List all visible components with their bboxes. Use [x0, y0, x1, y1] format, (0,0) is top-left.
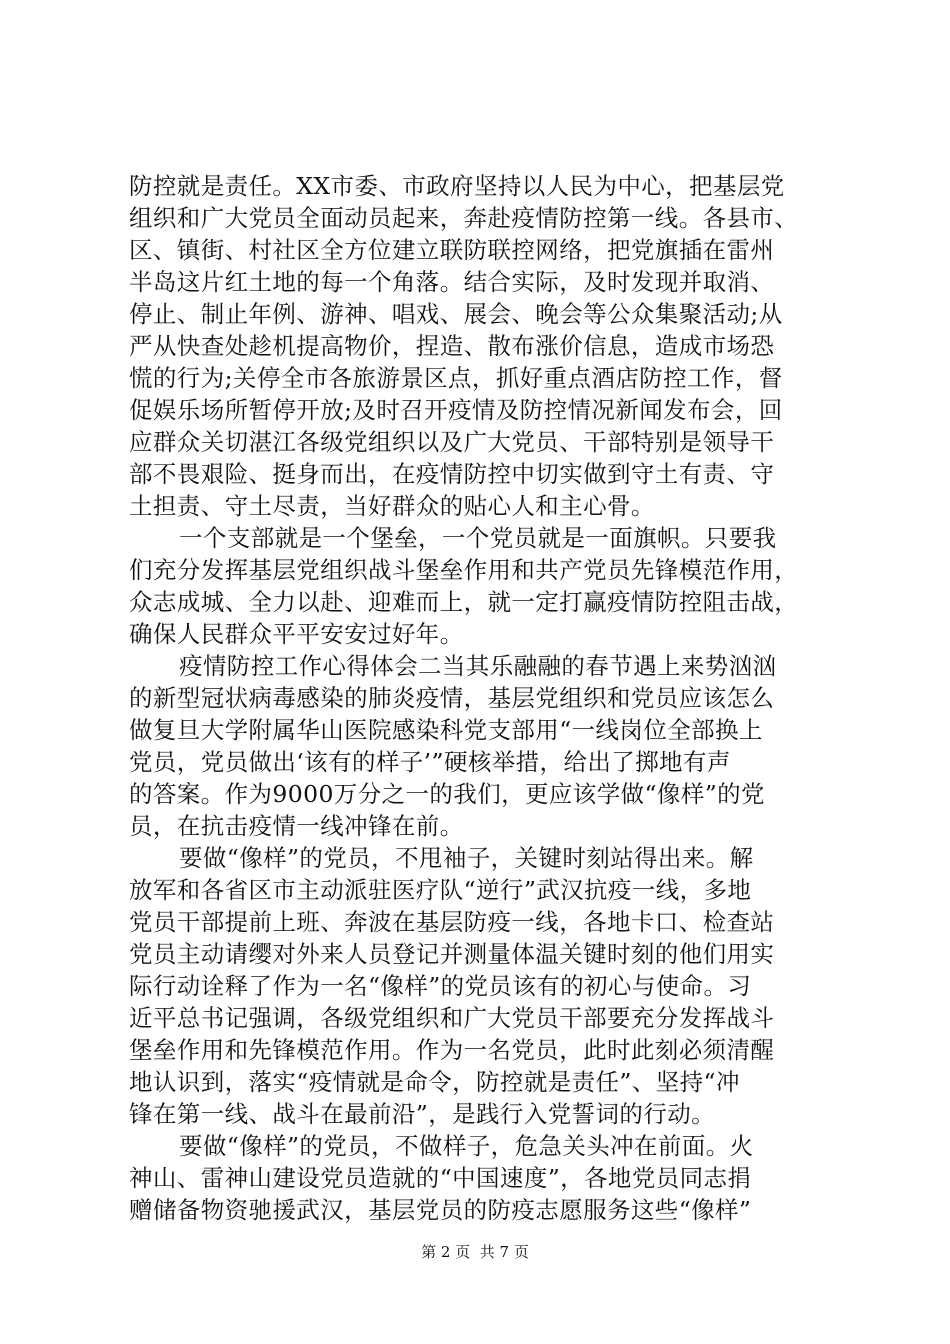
text-line: 党员主动请缨对外来人员登记并测量体温关键时刻的他们用实: [129, 940, 775, 968]
text-line: 停止、制止年例、游神、唱戏、展会、晚会等公众集聚活动;从: [129, 300, 783, 328]
text-line: 近平总书记强调，各级党组织和广大党员干部要充分发挥战斗: [129, 1004, 775, 1032]
text-line: 土担责、守土尽责，当好群众的贴心人和主心骨。: [129, 492, 655, 520]
text-line: 半岛这片红土地的每一个角落。结合实际，及时发现并取消、: [129, 268, 775, 296]
text-line: 们充分发挥基层党组织战斗堡垒作用和共产党员先锋模范作用，: [129, 556, 799, 584]
text-line: 的答案。作为9000万分之一的我们，更应该学做“像样”的党: [129, 780, 765, 808]
text-line: 一个支部就是一个堡垒，一个党员就是一面旗帜。只要我: [179, 524, 777, 552]
text-line: 神山、雷神山建设党员造就的“中国速度”，各地党员同志捐: [129, 1164, 752, 1192]
text-line: 锋在第一线、战斗在最前沿”，是践行入党誓词的行动。: [129, 1100, 716, 1128]
text-line: 部不畏艰险、挺身而出，在疫情防控中切实做到守土有责、守: [129, 460, 775, 488]
document-body: [129, 170, 829, 1226]
text-line: 地认识到，落实“疫情就是命令，防控就是责任”、坚持“冲: [129, 1068, 740, 1096]
text-line: 严从快查处趁机提高物价，捏造、散布涨价信息，造成市场恐: [129, 332, 775, 360]
text-line: 做复旦大学附属华山医院感染科党支部用“一线岗位全部换上: [129, 716, 763, 744]
text-line: 党员，党员做出‘该有的样子’”硬核举措，给出了掷地有声: [129, 748, 731, 776]
text-line: 慌的行为;关停全市各旅游景区点，抓好重点酒店防控工作，督: [129, 364, 783, 392]
text-line: 员，在抗击疫情一线冲锋在前。: [129, 812, 464, 840]
text-line: 众志成城、全力以赴、迎难而上，就一定打赢疫情防控阻击战，: [129, 588, 799, 616]
text-line: 际行动诠释了作为一名“像样”的党员该有的初心与使命。习: [129, 972, 752, 1000]
text-line: 应群众关切湛江各级党组织以及广大党员、干部特别是领导干: [129, 428, 775, 456]
text-line: 要做“像样”的党员，不做样子，危急关头冲在前面。火: [179, 1132, 754, 1160]
text-line: 党员干部提前上班、奔波在基层防疫一线，各地卡口、检查站: [129, 908, 775, 936]
text-line: 确保人民群众平平安安过好年。: [129, 620, 464, 648]
text-line: 组织和广大党员全面动员起来，奔赴疫情防控第一线。各县市、: [129, 204, 799, 232]
text-line: 赠储备物资驰援武汉，基层党员的防疫志愿服务这些“像样”: [129, 1196, 752, 1224]
text-line: 堡垒作用和先锋模范作用。作为一名党员，此时此刻必须清醒: [129, 1036, 775, 1064]
text-line: 疫情防控工作心得体会二当其乐融融的春节遇上来势汹汹: [179, 652, 777, 680]
page-footer: 第 2 页 共 7 页: [421, 1243, 529, 1261]
text-line: 防控就是责任。XX市委、市政府坚持以人民为中心，把基层党: [129, 172, 785, 200]
text-line: 促娱乐场所暂停开放;及时召开疫情及防控情况新闻发布会，回: [129, 396, 783, 424]
text-line: 要做“像样”的党员，不甩袖子，关键时刻站得出来。解: [179, 844, 754, 872]
text-line: 区、镇街、村社区全方位建立联防联控网络，把党旗插在雷州: [129, 236, 775, 264]
text-line: 的新型冠状病毒感染的肺炎疫情，基层党组织和党员应该怎么: [129, 684, 775, 712]
text-line: 放军和各省区市主动派驻医疗队“逆行”武汉抗疫一线，多地: [129, 876, 752, 904]
